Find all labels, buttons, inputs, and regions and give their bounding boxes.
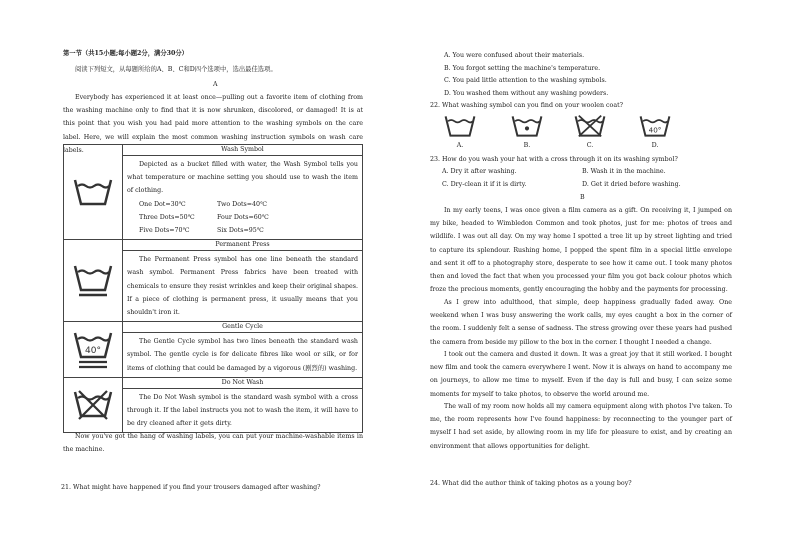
option-d-label: 40° xyxy=(648,125,662,135)
temp-4: Four Dots=60℃ xyxy=(217,213,269,221)
option-a: A. You were confused about their materials. xyxy=(444,52,585,59)
temp-5: Five Dots=70℃ xyxy=(139,227,190,235)
question-23: 23. How do you wash your hat with a cross through it on its washing symbol? xyxy=(430,156,678,163)
do-not-wash-icon xyxy=(573,114,607,138)
icon-cell xyxy=(64,322,123,378)
option-d: D. You washed them without any washing powders. xyxy=(444,90,609,98)
gentle-cycle-icon xyxy=(638,114,672,138)
temp-6: Six Dots=95℃ xyxy=(217,227,264,235)
option-a: A. Dry it after washing. xyxy=(442,168,517,175)
symbol-text: The Gentle Cycle symbol has two lines beneath the standard wash symbol. The gentle cycle is for delicate fibres like wool or silk, or for items of clothing that could be damaged by a vigorous (剧烈的) washing. xyxy=(127,338,358,372)
symbol-title: Permanent Press xyxy=(123,241,362,251)
symbol-description-cell xyxy=(123,240,363,322)
temp-3: Three Dots=50℃ xyxy=(139,213,195,221)
icon-cell xyxy=(64,377,123,433)
gentle-cycle-icon xyxy=(73,330,113,370)
table-row xyxy=(64,240,363,322)
do-not-wash-icon xyxy=(73,389,113,421)
passage-b-paragraph-2: As I grew into adulthood, that simple, deep happiness gradually faded away. One weekend when I was busy answering the work calls, my eyes caught a box in the corner of the room. I suddenly felt a sense of sadness. The stress growing over these years had pushed the camera from beside my pillow to the box in the corner. I thought I needed a change. xyxy=(430,299,732,346)
question-21: 21. What might have happened if you find your trousers damaged after washing? xyxy=(61,484,321,491)
temperature-row xyxy=(127,224,358,237)
wash-tub-icon xyxy=(73,177,113,207)
q23-options-row xyxy=(442,166,742,179)
temperature-row xyxy=(127,198,358,211)
option-b: B. You forgot setting the machine's temperature. xyxy=(444,64,601,72)
instructions: 阅读下列短文，从每题所给的A、B、C和D四个选项中，选出最佳选项。 xyxy=(75,66,277,73)
option-label: A. xyxy=(456,142,464,149)
passage-b-paragraph-3: I took out the camera and dusted it down. It was a great joy that it still worked. I bought new film and took the camera everywhere I went. Now it is always on hand to accompany me on journeys, to allow me time to myself. Even if the day is full and busy, I can seize some moments for myself to take photos, to observe the world around me. xyxy=(430,351,732,398)
temp-2: Two Dots=40℃ xyxy=(217,200,268,208)
q22-option-b xyxy=(507,114,547,150)
temperature-row xyxy=(127,211,358,224)
gentle-cycle-label: 40° xyxy=(85,345,101,356)
q22-option-a xyxy=(440,114,480,150)
symbol-text: The Do Not Wash symbol is the standard wash symbol with a cross through it. If the label instructs you not to wash the item, it will have to be dry cleaned after it gets dirty. xyxy=(127,393,358,428)
wash-tub-icon xyxy=(443,114,477,138)
temp-1: One Dot=30℃ xyxy=(139,200,186,208)
icon-cell xyxy=(64,240,123,322)
symbol-description-cell xyxy=(123,145,363,240)
option-label: B. xyxy=(523,142,531,149)
q22-symbol-options xyxy=(430,114,734,154)
passage-a-intro: Everybody has experienced it at least once—pulling out a favorite item of clothing from the washing machine only to find that it is now shrunken, discolored, or damaged! It is at this point that you wish you had paid more attention to the washing symbols on the care label. Here, we will explain the most common washing instruction symbols on wash care labels. xyxy=(63,94,363,154)
washing-symbols-table xyxy=(63,144,363,433)
passage-b-paragraph-1: In my early teens, I was once given a film camera as a gift. On receiving it, I jumped on my bike, headed to Wimbledon Common and took photos, just for me: photos of trees and wildlife. I was out all day. On my way home I spotted a tree lit up by street lighting and tried to capture its splendour. Rushing home, I popped the spent film in a special little envelope and sent it off to a photography store, desperate to see how it came out. I took many photos then and loved the fact that when you processed your film you got back colour photos which froze the precious moments, gently encouraging the hobby and the payments for processing. xyxy=(430,207,732,294)
question-24: 24. What did the author think of taking photos as a young boy? xyxy=(430,480,632,487)
option-c: C. Dry-clean it if it is dirty. xyxy=(442,180,527,188)
q22-option-c xyxy=(570,114,610,150)
symbol-description-cell xyxy=(123,322,363,378)
symbol-title: Do Not Wash xyxy=(123,379,362,389)
symbol-description-cell xyxy=(123,377,363,433)
option-b: B. Wash it in the machine. xyxy=(582,168,666,175)
symbol-text: The Permanent Press symbol has one line beneath the standard wash symbol. Permanent Press fabrics have been treated with chemicals to ensure they resist wrinkles and keep their original shapes. If a piece of clothing is permanent press, it usually means that you shouldn't iron it. xyxy=(127,256,358,317)
q22-option-d xyxy=(635,114,675,150)
table-row xyxy=(64,377,363,433)
icon-cell xyxy=(64,145,123,240)
question-22: 22. What washing symbol can you find on your woolen coat? xyxy=(430,102,624,109)
option-label: C. xyxy=(586,142,594,149)
symbol-text: Depicted as a bucket filled with water, the Wash Symbol tells you what temperature or machine setting you should use to wash the item of clothing. xyxy=(127,161,358,195)
symbol-title: Wash Symbol xyxy=(123,146,362,156)
wash-one-dot-icon xyxy=(510,114,544,138)
symbol-title: Gentle Cycle xyxy=(123,323,362,333)
option-d: D. Get it dried before washing. xyxy=(582,180,681,188)
table-row xyxy=(64,145,363,240)
passage-b-paragraph-4: The wall of my room now holds all my camera equipment along with photos I've taken. To me, the room represents how I've found happiness: by reconnecting to the younger part of myself I had set aside, by allowing room in my life for pleasure to exist, and by creating an environment that allows opportunities for delight. xyxy=(430,403,732,450)
q23-options xyxy=(442,166,742,191)
option-c: C. You paid little attention to the washing symbols. xyxy=(444,77,607,85)
passage-a-outro: Now you've got the hang of washing labels, you can put your machine-washable items in the machine. xyxy=(63,433,363,454)
passage-b-label: B xyxy=(580,194,585,201)
passage-a-label: A xyxy=(213,81,218,88)
section-title: 第一节（共15小题;每小题2分，满分30分） xyxy=(63,50,188,57)
permanent-press-icon xyxy=(73,263,113,299)
option-label: D. xyxy=(651,142,659,149)
table-row xyxy=(64,322,363,378)
q23-options-row xyxy=(442,179,742,192)
q21-options xyxy=(444,50,608,101)
